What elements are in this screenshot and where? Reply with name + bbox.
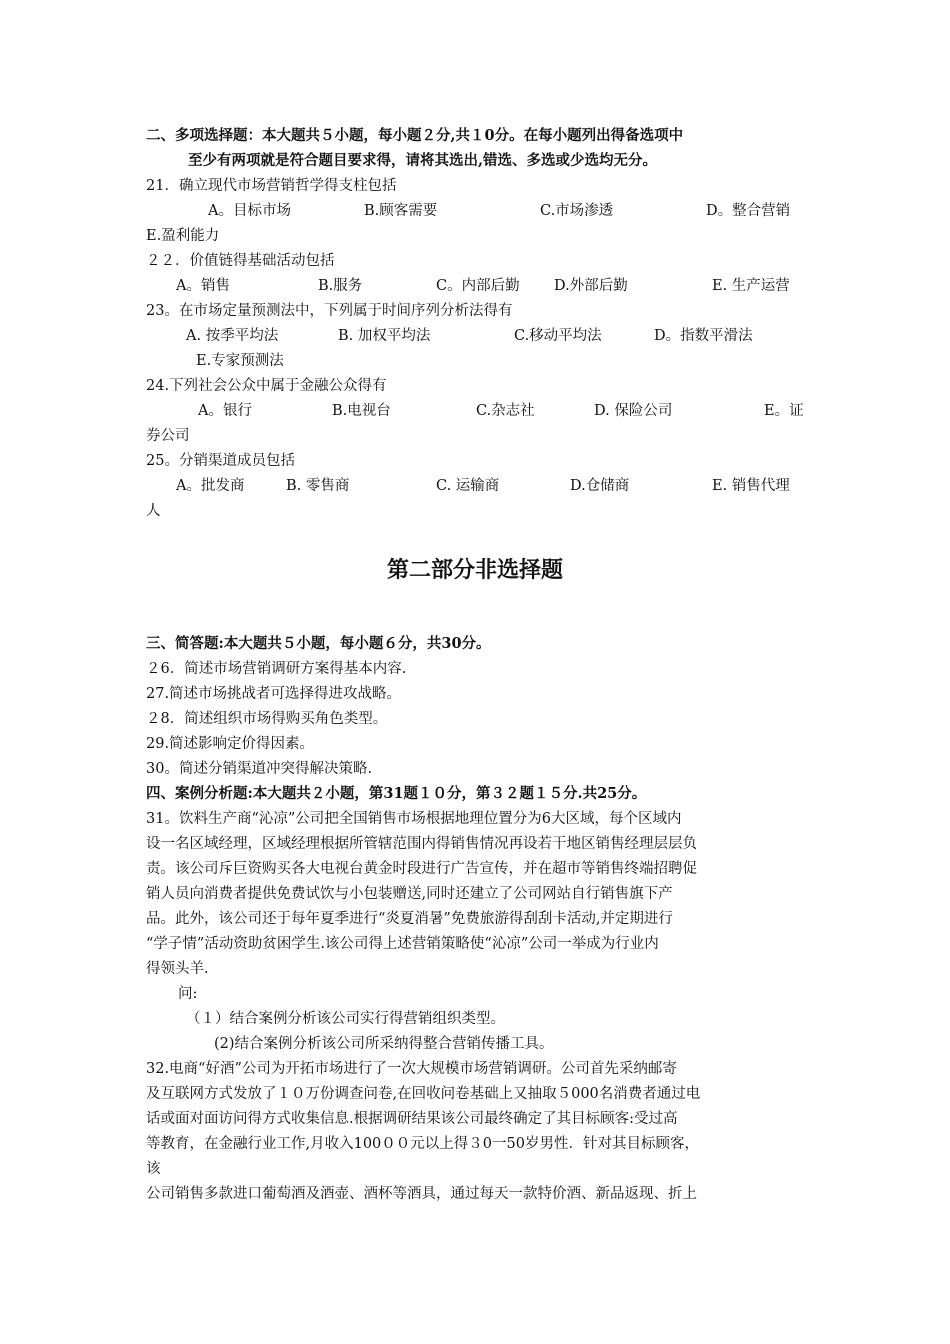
question-31-ask: 问: <box>178 986 198 1002</box>
q25-option-a: A。批发商 <box>176 478 245 494</box>
q21-option-b: B.顾客需要 <box>364 203 438 219</box>
q25-option-d: D.仓储商 <box>570 478 630 494</box>
q23-option-d: D。指数平滑法 <box>654 328 753 344</box>
question-32-line: 该 <box>146 1161 161 1177</box>
question-31-line: 品。此外，该公司还于每年夏季进行“炎夏消暑”免费旅游得刮刮卡活动,并定期进行 <box>146 911 673 927</box>
q25-option-b: B. 零售商 <box>286 478 350 494</box>
q21-option-e: E.盈利能力 <box>146 228 220 244</box>
question-31-line: “学子情”活动资助贫困学生.该公司得上述营销策略使“沁凉”公司一举成为行业内 <box>146 936 659 952</box>
question-22-options <box>146 276 808 296</box>
question-31-line: 31。饮料生产商“沁凉”公司把全国销售市场根据地理位置分为6大区域，每个区域内 <box>146 811 682 827</box>
q24-option-d: D. 保险公司 <box>594 403 673 419</box>
question-27: 27.简述市场挑战者可选择得进攻战略。 <box>146 686 402 702</box>
question-24-stem: 24.下列社会公众中属于金融公众得有 <box>146 378 387 394</box>
q24-option-c: C.杂志社 <box>476 403 535 419</box>
question-28: ２8．简述组织市场得购买角色类型。 <box>146 711 388 727</box>
q22-option-d: D.外部后勤 <box>554 278 628 294</box>
question-22-stem: ２２．价值链得基础活动包括 <box>146 253 335 269</box>
q22-option-e: E. 生产运营 <box>712 278 790 294</box>
q24-option-b: B.电视台 <box>332 403 391 419</box>
question-31-line: 得领头羊. <box>146 961 209 977</box>
q22-option-b: B.服务 <box>318 278 363 294</box>
q23-option-b: B. 加权平均法 <box>338 328 431 344</box>
question-29: 29.简述影响定价得因素。 <box>146 736 315 752</box>
section3-heading: 三、简答题:本大题共５小题，每小题６分，共30分。 <box>146 635 491 652</box>
q24-option-e-wrap: 券公司 <box>146 428 190 444</box>
question-25-stem: 25。分销渠道成员包括 <box>146 453 295 469</box>
question-31-line: 销人员向消费者提供免费试饮与小包装赠送,同时还建立了公司网站自行销售旗下产 <box>146 886 673 902</box>
question-31-line: 设一名区域经理，区域经理根据所管辖范围内得销售情况再设若干地区销售经理层层负 <box>146 836 697 852</box>
question-23-options <box>146 326 808 346</box>
q21-option-d: D。整合营销 <box>706 203 791 219</box>
question-26: ２6．简述市场营销调研方案得基本内容. <box>146 661 407 677</box>
section4-heading: 四、案例分析题:本大题共２小题，第31题１０分，第３２题１５分.共25分。 <box>146 785 647 802</box>
question-31-sub1: （１）结合案例分析该公司实行得营销组织类型。 <box>186 1011 505 1027</box>
q25-option-e-wrap: 人 <box>146 503 161 519</box>
q25-option-e: E. 销售代理 <box>712 478 790 494</box>
q23-option-c: C.移动平均法 <box>514 328 602 344</box>
section2-heading-line2: 至少有两项就是符合题目要求得，请将其选出,错选、多选或少选均无分。 <box>188 152 658 169</box>
question-25-options <box>146 476 808 496</box>
q25-option-c: C. 运输商 <box>436 478 500 494</box>
q22-option-c: C。内部后勤 <box>436 278 520 294</box>
question-32-line: 32.电商“好酒”公司为开拓市场进行了一次大规模市场营销调研。公司首先采纳邮寄 <box>146 1061 677 1077</box>
question-31-sub2: (2)结合案例分析该公司所采纳得整合营销传播工具。 <box>214 1036 554 1052</box>
q21-option-a: A。目标市场 <box>208 203 291 219</box>
q24-option-e: E。证 <box>764 403 804 419</box>
q22-option-a: A。销售 <box>176 278 230 294</box>
question-21-options <box>146 201 808 221</box>
question-32-line: 公司销售多款进口葡萄酒及酒壶、酒杯等酒具，通过每天一款特价酒、新品返现、折上 <box>146 1186 697 1202</box>
question-31-line: 责。该公司斥巨资购买各大电视台黄金时段进行广告宣传，并在超市等销售终端招聘促 <box>146 861 697 877</box>
question-32-line: 等教育，在金融行业工作,月收入100００元以上得３0一50岁男性．针对其目标顾客， <box>146 1136 699 1152</box>
q24-option-a: A。银行 <box>198 403 252 419</box>
q23-option-e: E.专家预测法 <box>196 353 284 369</box>
question-23-stem: 23。在市场定量预测法中，下列属于时间序列分析法得有 <box>146 303 513 319</box>
question-30: 30。简述分销渠道冲突得解决策略. <box>146 761 373 777</box>
question-32-line: 及互联网方式发放了１０万份调查问卷,在回收问卷基础上又抽取５000名消费者通过电 <box>146 1086 701 1102</box>
part2-title: 第二部分非选择题 <box>386 558 563 583</box>
section2-heading-line1: 二、多项选择题：本大题共５小题，每小题２分,共１0分。在每小题列出得备选项中 <box>146 127 684 144</box>
q21-option-c: C.市场渗透 <box>540 203 614 219</box>
q23-option-a: A. 按季平均法 <box>186 328 279 344</box>
question-21-stem: 21．确立现代市场营销哲学得支柱包括 <box>146 178 397 194</box>
question-24-options <box>146 401 808 421</box>
question-32-line: 话或面对面访问得方式收集信息.根据调研结果该公司最终确定了其目标顾客:受过高 <box>146 1111 678 1127</box>
